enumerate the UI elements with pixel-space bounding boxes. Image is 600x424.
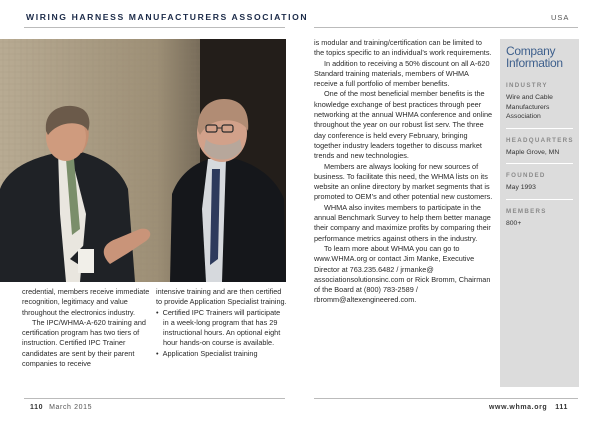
two-men-talking-photo <box>0 39 286 282</box>
footer-rule-right <box>314 398 578 399</box>
header-rule-right <box>314 27 578 28</box>
sidebar-divider <box>506 128 573 129</box>
industry-label: INDUSTRY <box>506 82 548 89</box>
founded-label: FOUNDED <box>506 172 546 179</box>
company-info-sidebar <box>500 39 579 387</box>
bullet-item: • Application Specialist training <box>156 348 258 358</box>
header-country: USA <box>551 13 570 22</box>
page-number-right: 111 <box>555 404 568 411</box>
left-column-2 <box>156 287 287 359</box>
footer-rule-left <box>24 398 285 399</box>
bullet-text: Certified IPC Trainers will participate in a week-long program that has 29 instructional hours. An optional eight hour hands-on course is available. <box>162 307 281 348</box>
paragraph: is modular and training/certification can be limited to the topics specific to an individual’s work requirements. <box>314 38 492 58</box>
paragraph: credential, members receive immediate recognition, legitimacy and value throughout the electronics industry. <box>22 287 150 317</box>
paragraph: The IPC/WHMA-A-620 training and certification program has two tiers of instruction. Certified IPC Trainer candidates are sent by their parent companies to receive <box>22 317 146 369</box>
right-column <box>314 38 494 306</box>
left-column-1 <box>22 287 150 369</box>
headquarters-label: HEADQUARTERS <box>506 136 574 144</box>
industry-value: Wire and Cable Manufacturers Association <box>506 94 553 120</box>
bullet-text: Application Specialist training <box>162 348 258 358</box>
headquarters-value: Maple Grove, MN <box>506 148 560 156</box>
paragraph: To learn more about WHMA you can go to www.WHMA.org or contact Jim Manke, Executive Director at 763.235.6482 / jrmanke@ associationsolutionsinc.com or Rick Bromm, Chairman of the Board at (800) 783-2589 / rbromm@altexengineered.com. <box>314 243 491 305</box>
sidebar-divider <box>506 163 573 164</box>
website-link[interactable]: www.whma.org <box>489 404 548 411</box>
founded-value: May 1993 <box>506 184 536 191</box>
paragraph: One of the most beneficial member benefits is the knowledge exchange of best practices through peer networking at the annual WHMA conference and online throughout the year on our robust list serv. The three day conference is held every February, bringing together industry leaders together to discuss market trends and new technologies. <box>314 89 493 161</box>
bullet-item: • Certified IPC Trainers will participate in a week-long program that has 29 instructional hours. An optional eight hour hands-on course is available. <box>156 307 281 348</box>
publication-header: WIRING HARNESS MANUFACTURERS ASSOCIATION <box>26 12 309 22</box>
issue-date: March 2015 <box>49 404 93 411</box>
members-label: MEMBERS <box>506 207 547 215</box>
paragraph: Members are always looking for new sources of business. To facilitate this need, the WHMA lists on its website an online directory by market segments that is promoted to OEM’s and other potential new customers. <box>314 161 493 202</box>
footer-left <box>30 404 92 411</box>
page-number-left: 110 <box>30 404 44 411</box>
paragraph: WHMA also invites members to participate in the annual Benchmark Survey to help them better manage their company and maximize profits by comparing their performance metrics against others in the industry. <box>314 202 491 243</box>
sidebar-divider <box>506 199 573 200</box>
paragraph: intensive training and are then certified to provide Application Specialist training. <box>156 287 287 307</box>
sidebar-title: Company Information <box>506 44 563 70</box>
paragraph: In addition to receiving a 50% discount on all A-620 Standard training materials, members of WHMA receive a full portfolio of member benefits. <box>314 58 490 89</box>
header-rule-left <box>24 27 285 28</box>
footer-right <box>489 404 568 411</box>
members-value: 800+ <box>506 219 522 227</box>
